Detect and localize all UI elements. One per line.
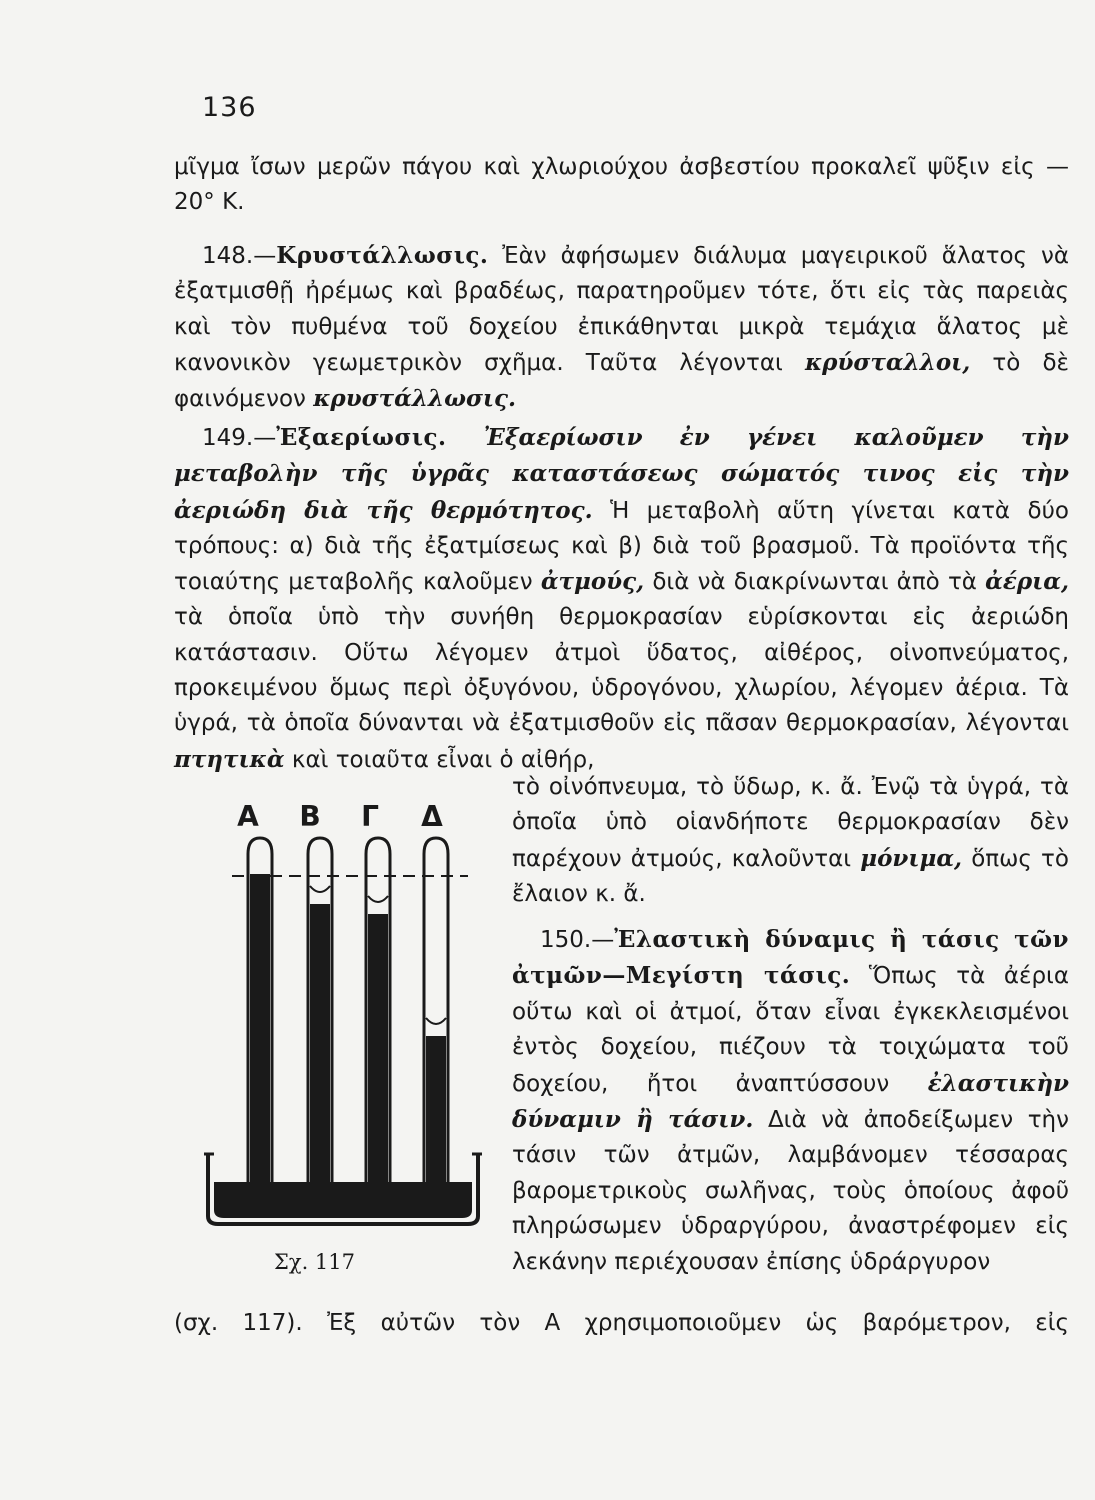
- p149-text-4: καὶ τοιαῦτα εἶναι ὁ αἰθήρ,: [284, 746, 595, 773]
- mercury-column-d: [426, 1036, 446, 1204]
- tube-b: [308, 838, 332, 1206]
- tube-a: [248, 838, 272, 1206]
- p150-text-2: Διὰ νὰ ἀποδείξωμεν τὴν τάσιν τῶν ἀτμῶν, λαμβάνομεν τέσσαρας βαρομετρικοὺς σωλῆνας, τοὺς ὁποίους ἀφοῦ πληρώσωμεν ὑδραργύρου, ἀναστρέφομεν εἰς λεκάνην περιέχουσαν ἐπίσης ὑδράργυρον: [512, 1107, 1069, 1275]
- paragraph-intro: [174, 150, 1069, 221]
- paragraph-149: [174, 420, 1069, 778]
- figure-117: [200, 786, 490, 1226]
- paragraph-150-last-line: [174, 1306, 1069, 1341]
- term-vapors: ἀτμούς,: [540, 568, 645, 596]
- p148-text-2: τὸ δὲ φαινόμενον: [174, 349, 1069, 413]
- heading-vaporization: Ἐξαερίωσις.: [276, 424, 447, 451]
- label-alpha: Α: [237, 800, 259, 833]
- paragraph-149-continued-text: [512, 770, 1069, 913]
- label-beta: Β: [299, 800, 321, 833]
- paragraph-148-text: [174, 238, 1069, 417]
- p149-text-6: ὅπως τὸ ἔλαιον κ. ἄ.: [512, 845, 1069, 908]
- page-number: 136: [202, 92, 257, 123]
- term-crystallization: κρυστάλλωσις.: [313, 385, 517, 413]
- p148-text-1: Ἐὰν ἀφήσωμεν διάλυμα μαγειρικοῦ ἅλατος νὰ ἐξατμισθῇ ἠρέμως καὶ βραδέως, παρατηροῦμεν τότε, ὅτι εἰς τὰς παρειὰς καὶ τὸν πυθμένα τοῦ δοχείου ἐπικάθηνται μικρὰ τεμάχια ἅλατος μὲ κανονικὸν γεωμετρικὸν σχῆμα. Ταῦτα λέγονται: [174, 243, 1069, 376]
- paragraph-149-continued: [512, 770, 1069, 913]
- last-line-text: (σχ. 117). Ἐξ αὐτῶν τὸν Α χρησιμοποιοῦμεν ὡς βαρόμετρον, εἰς: [174, 1310, 1069, 1336]
- mercury-column-a: [250, 874, 270, 1204]
- definition-vaporization: Ἐξαερίωσιν ἐν γένει καλοῦμεν τὴν μεταβολὴν τῆς ὑγρᾶς καταστάσεως σώματός τινος εἰς τὴν ἀεριώδη διὰ τῆς θερμότητος.: [174, 424, 1069, 524]
- mercury-column-b: [310, 904, 330, 1204]
- term-volatile: πτητικὰ: [174, 745, 285, 773]
- term-gases: ἀέρια,: [985, 568, 1069, 596]
- tube-d: [424, 838, 448, 1206]
- section-number-149: 149.—: [202, 425, 277, 451]
- intro-text: μῖγμα ἴσων μερῶν πάγου καὶ χλωριούχου ἀσβεστίου προκαλεῖ ψῦξιν εἰς —20° Κ.: [174, 154, 1069, 216]
- heading-crystallization: Κρυστάλλωσις.: [276, 242, 489, 269]
- paragraph-149-text: [174, 420, 1069, 778]
- paragraph-148: [174, 238, 1069, 417]
- paragraph-150-text: [512, 922, 1069, 1280]
- term-crystals: κρύσταλλοι,: [804, 348, 971, 376]
- mercury-column-c: [368, 914, 388, 1204]
- figure-caption: Σχ. 117: [274, 1250, 356, 1274]
- p149-text-3: τὰ ὁποῖα ὑπὸ τὴν συνήθη θερμοκρασίαν εὑρίσκονται εἰς ἀεριώδη κατάστασιν. Οὕτω λέγομεν ἀτμοὶ ὕδατος, αἰθέρος, οἰνοπνεύματος, προκειμένου ὅμως περὶ ὀξυγόνου, ὑδρογόνου, χλωρίου, λέγομεν ἀέρια. Τὰ ὑγρά, τὰ ὁποῖα δύνανται νὰ ἐξατμισθοῦν εἰς πᾶσαν θερμοκρασίαν, λέγονται: [174, 604, 1069, 737]
- p149-text-1: Ἡ μεταβολὴ αὕτη γίνεται κατὰ δύο τρόπους: α) διὰ τῆς ἐξατμίσεως καὶ β) διὰ τοῦ βρασμοῦ. Τὰ προϊόντα τῆς τοιαύτης μεταβολῆς καλοῦμεν: [174, 497, 1069, 596]
- barometer-tubes-diagram: [200, 786, 490, 1226]
- section-number-148: 148.—: [202, 243, 277, 269]
- term-permanent: μόνιμα,: [860, 844, 963, 872]
- label-gamma: Γ: [361, 800, 379, 833]
- p149-text-2: διὰ νὰ διακρίνωνται ἀπὸ τὰ: [644, 569, 986, 596]
- p150-text-1: Ὅπως τὰ ἀέρια οὕτω καὶ οἱ ἀτμοί, ὅταν εἶναι ἐγκεκλεισμένοι ἐντὸς δοχείου, πιέζουν τὰ τοιχώματα τοῦ δοχείου, ἤτοι ἀναπτύσσουν: [512, 963, 1069, 1097]
- tube-c: [366, 838, 390, 1206]
- term-elastic-force: ἐλαστικὴν δύναμιν ἢ τάσιν.: [512, 1069, 1069, 1134]
- section-number-150: 150.—: [540, 927, 615, 953]
- p149-text-5: τὸ οἰνόπνευμα, τὸ ὕδωρ, κ. ἄ. Ἐνῷ τὰ ὑγρά, τὰ ὁποῖα ὑπὸ οἱανδήποτε θερμοκρασίαν δὲν παρέχουν ἀτμούς, καλοῦνται: [512, 774, 1069, 872]
- label-delta: Δ: [421, 800, 443, 833]
- paragraph-150: [512, 922, 1069, 1280]
- heading-vapor-tension: Ἐλαστικὴ δύναμις ἢ τάσις τῶν ἀτμῶν—Μεγίστη τάσις.: [512, 926, 1069, 990]
